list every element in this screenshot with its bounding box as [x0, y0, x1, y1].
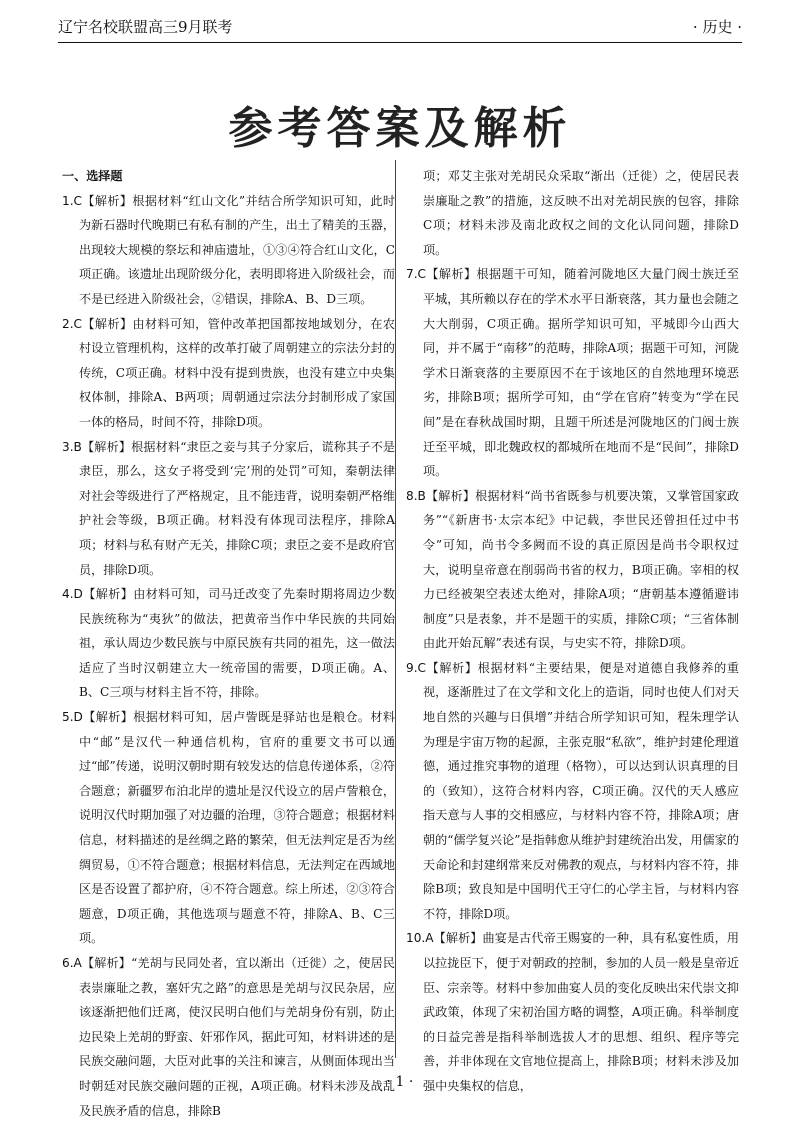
exam-name: 辽宁名校联盟高三9月联考 — [58, 17, 233, 36]
analysis-tag: 【解析】 — [81, 193, 133, 208]
right-column — [406, 164, 739, 1099]
answer-item — [62, 582, 395, 705]
answer-number: 6.A — [62, 956, 82, 970]
analysis-text: 曲宴是古代帝王赐宴的一种，具有私宴性质，用以拉拢臣下，便于对朝政的控制，参加的人员一般是皇帝近臣、宗亲等。材料中参加曲宴人员的变化反映出宋代崇文抑武政策，体现了宋初治国方略的调整，A项正确。科举制度的日益完善是指科举制选拔人才的思想、组织、程序等完善，并非体现在文官地位提高上，排除B项；材料未涉及加强中央集权的信息， — [423, 931, 739, 1093]
analysis-tag: 【解析】 — [82, 587, 134, 602]
page-number: · 1 · — [386, 1074, 414, 1090]
page-header — [58, 12, 742, 40]
answer-item — [62, 312, 395, 435]
analysis-tag: 【解析】 — [425, 488, 476, 503]
answer-item — [406, 484, 739, 656]
analysis-text: “羌胡与民同处者，宜以渐出（迁徙）之，使居民表崇廉耻之教，塞奸宄之路”的意思是羌胡与汉民杂居，应该逐渐把他们迁离，使汉民明白他们与羌胡身份有别，防止边民染上羌胡的野蛮、奸邪作风，据此可知，材料讲述的是民族交融问题，大臣对此事的关注和谏言，从侧面体现出当时朝廷对民族交融问题的正视，A项正确。材料未涉及战乱及民族矛盾的信息，排除B — [79, 956, 395, 1118]
analysis-text: 根据材料“隶臣之妾与其子分家后，谎称其子不是隶臣，那么，这女子将受到‘完’刑的处罚”可知，秦朝法律对社会等级进行了严格规定，且不能违背，说明秦朝严格维护社会等级，B项正确。材料没有体现司法程序，排除A项；材料与私有财产无关，排除C项；隶臣之妾不是政府官员，排除D项。 — [79, 439, 395, 577]
analysis-tag: 【解析】 — [425, 267, 477, 282]
analysis-text: 根据材料可知，居卢訾既是驿站也是粮仓。材料中“邮”是汉代一种通信机构，官府的重要文书可以通过“邮”传递，说明汉朝时期有较发达的信息传递体系，②符合题意；新疆罗布泊北岸的遗址是汉代设立的居卢訾粮仓，说明汉代时期加强了对边疆的治理，③符合题意；根据材料信息，材料描述的是丝绸之路的繁荣，但无法判定是否为丝绸贸易，①不符合题意；根据材料信息，无法判定在西域地区是否设置了都护府，④不符合题意。综上所述，②③符合题意，D项正确，其他选项与题意不符，排除A、B、C三项。 — [79, 710, 395, 946]
answer-number: 5.D — [62, 710, 83, 725]
answer-item — [406, 262, 739, 483]
subject-label: · 历史 · — [692, 17, 742, 36]
analysis-tag: 【解析】 — [81, 956, 132, 970]
answer-item — [62, 435, 395, 583]
answer-number: 10.A — [406, 931, 434, 946]
page-title: 参考答案及解析 — [228, 103, 572, 154]
analysis-text: 根据材料“主要结果，便是对道德自我修养的重视，逐渐胜过了在文学和文化上的造诣，同时也使人们对天地自然的兴趣与日俱增”并结合所学知识可知，程朱理学认为理是宇宙万物的起源，主张克服“私欲”，维护封建伦理道德，通过推究事物的道理（格物），可以达到认识真理的目的（致知），这符合材料内容，C项正确。汉代的天人感应指天意与人事的交相感应，与材料内容不符，排除A项；唐朝的“儒学复兴论”是指韩愈从维护封建统治出发，用儒家的天命论和封建纲常来反对佛教的观点，与材料内容不符，排除B项；致良知是中国明代王守仁的心学主旨，与材料内容不符，排除D项。 — [423, 660, 739, 921]
analysis-text: 由材料可知，司马迁改变了先秦时期将周边少数民族统称为“夷狄”的做法，把黄帝当作中华民族的共同始祖，承认周边少数民族与中原民族有共同的祖先，这一做法适应了当时汉朝建立大一统帝国的需要，D项正确。A、B、C三项与材料主旨不符，排除。 — [79, 587, 395, 700]
continued-text: 项；邓艾主张对羌胡民众采取“渐出（迁徙）之，使居民表崇廉耻之教”的措施，这反映不出对羌胡民族的包容，排除C项；材料未涉及南北政权之间的文化认同问题，排除D项。 — [423, 169, 739, 257]
analysis-text: 根据题干可知，随着河陇地区大量门阀士族迁至平城，其所赖以存在的学术水平日渐衰落，其力量也会随之大大削弱，C项正确。据所学知识可知，平城即今山西大同，并不属于“南移”的范畴，排除A项；据题干可知，河陇学术日渐衰落的主要原因不在于该地区的自然地理环境恶劣，排除B项；据所学可知，由“学在官府”转变为“学在民间”是在春秋战国时期，且题干所述是河陇地区的门阀士族迁至平城，即北魏政权的都城所在地而不是“民间”，排除D项。 — [423, 267, 739, 479]
answer-number: 7.C — [406, 267, 426, 282]
answer-number: 1.C — [62, 193, 82, 208]
answer-number: 3.B — [62, 439, 82, 454]
analysis-tag: 【解析】 — [81, 316, 133, 331]
section-heading: 一、选择题 — [62, 169, 123, 183]
analysis-tag: 【解析】 — [82, 710, 134, 725]
analysis-text: 由材料可知，管仲改革把国都按地域划分，在农村设立管理机构，这样的改革打破了周朝建立的宗法分封的传统，C项正确。材料中没有提到贵族，也没有建立中央集权体制，排除A、B两项；周朝通过宗法分封制形成了家国一体的格局，时间不符，排除D项。 — [79, 316, 395, 429]
answer-item — [62, 705, 395, 951]
analysis-text: 根据材料“尚书省既参与机要决策，又掌管国家政务”“《新唐书·太宗本纪》中记载，李世民还曾担任过中书令”可知，尚书令多阙而不设的真正原因是尚书令职权过大，说明皇帝意在削弱尚书省的权力，B项正确。宰相的权力已经被架空表述太绝对，排除A项；“唐朝基本遵循避讳制度”只是表象，并不是题干的实质，排除C项；“三省体制由此开始瓦解”表述有误，与史实不符，排除D项。 — [423, 488, 739, 651]
answer-number: 4.D — [62, 587, 83, 602]
analysis-text: 根据材料“红山文化”并结合所学知识可知，此时为新石器时代晚期已有私有制的产生，出土了精美的玉器，出现较大规模的祭坛和神庙遗址，①③④符合红山文化，C项正确。该遗址出现阶级分化，表明即将进入阶级社会，而不是已经进入阶级社会，②错误，排除A、B、D三项。 — [79, 193, 395, 306]
answer-number: 8.B — [406, 488, 426, 503]
answer-item — [406, 656, 739, 927]
analysis-tag: 【解析】 — [433, 931, 483, 946]
answer-item — [62, 189, 395, 312]
answer-item — [62, 951, 395, 1123]
analysis-tag: 【解析】 — [425, 660, 478, 675]
analysis-tag: 【解析】 — [81, 439, 132, 454]
answer-item — [406, 926, 739, 1098]
column-divider — [395, 160, 396, 1058]
answer-number: 9.C — [406, 660, 426, 675]
answer-number: 2.C — [62, 316, 82, 331]
header-rule — [58, 42, 742, 43]
left-column — [62, 164, 395, 1123]
